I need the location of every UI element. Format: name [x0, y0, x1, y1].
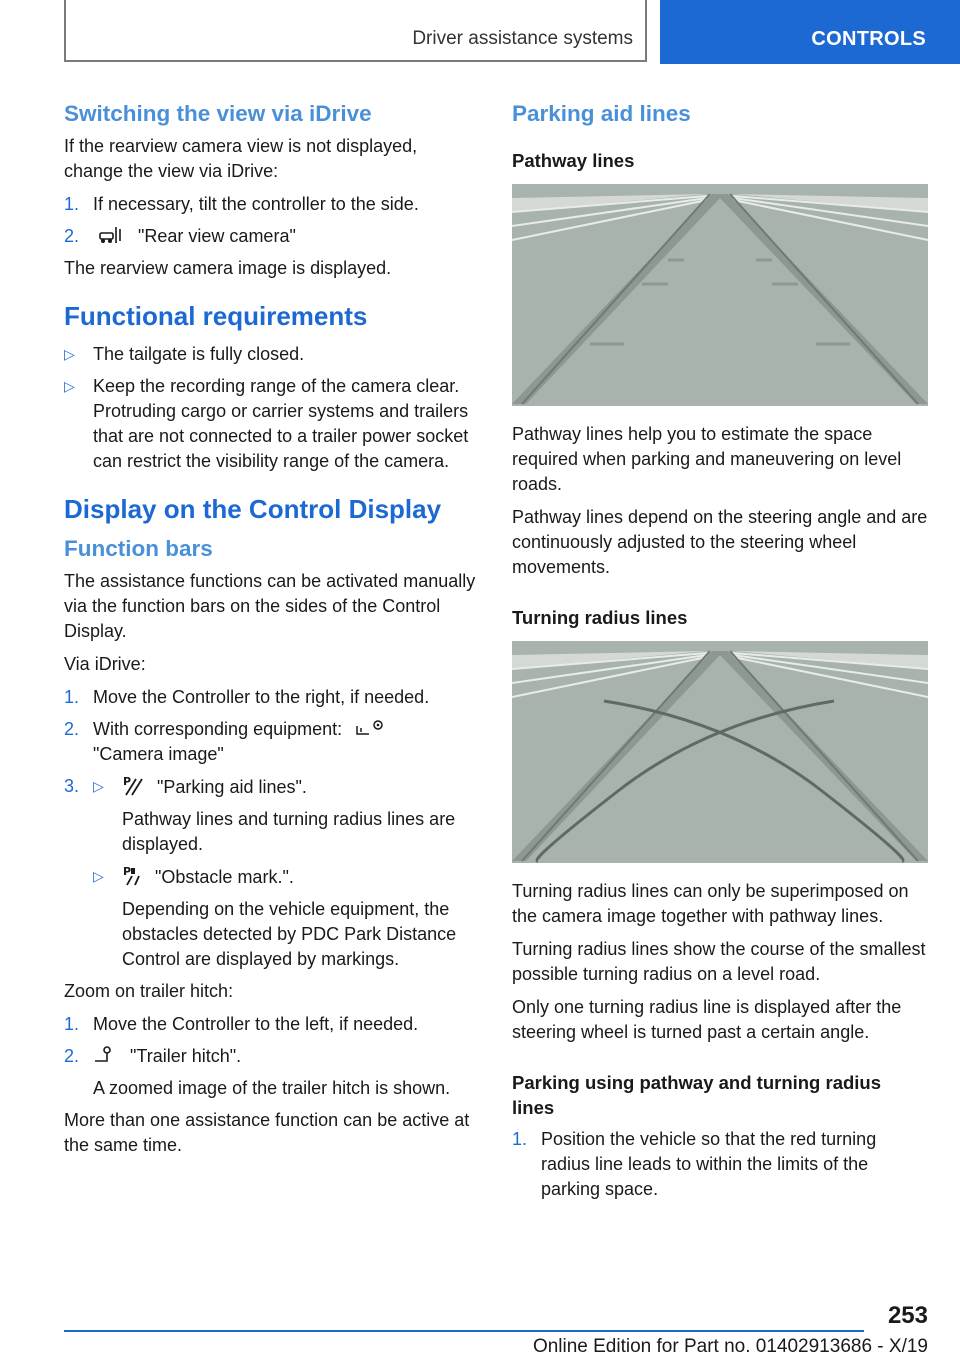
list-item: ▷ P "Parking aid lines". Pathway lines and turning radius lines are displayed.	[93, 775, 456, 855]
switching-intro: If the rearview camera view is not displayed, change the view via iDrive:	[64, 136, 418, 181]
list-item: ▷ The tailgate is fully closed.	[64, 342, 480, 367]
list-item: 2. "Rear view camera"	[64, 226, 296, 246]
pathway-p1: Pathway lines help you to estimate the space required when parking and maneuvering on level roads.	[512, 423, 902, 494]
heading-control-display: Display on the Control Display	[64, 494, 442, 525]
list-item: 1. Position the vehicle so that the red turning radius line leads to within the limits of the parking space.	[512, 1128, 877, 1199]
heading-switching-view: Switching the view via iDrive	[64, 101, 372, 126]
header-chapter-tab[interactable]	[660, 0, 960, 64]
switching-steps	[64, 192, 480, 249]
turning-radius-lines-figure	[512, 641, 928, 863]
trailer-hitch-icon	[93, 1045, 117, 1065]
pathway-p2: Pathway lines depend on the steering angle and are continuously adjusted to the steering wheel movements.	[512, 506, 928, 577]
functional-requirements-list	[64, 342, 480, 474]
footer-edition: Online Edition for Part no. 01402913686 - X/19	[532, 1336, 928, 1357]
list-item: 2. "Trailer hitch". A zoomed image of the trailer hitch is shown.	[64, 1046, 451, 1099]
list-item: 3. ▷ P "Parking aid lines". Pathway lines and turning radius lines are displayed. ▷ P "Obstacle mark.". Depending on the vehicle equipment, the obstacles detected by PDC Park Distance Control are displayed by markings.	[64, 774, 480, 972]
heading-turning-radius-lines: Turning radius lines	[512, 606, 688, 628]
function-bars-steps	[64, 685, 480, 972]
switching-result: The rearview camera image is displayed.	[64, 258, 392, 278]
page-header	[0, 0, 960, 66]
svg-text:P: P	[123, 865, 132, 879]
via-idrive-label: Via iDrive:	[64, 654, 146, 675]
zoom-steps	[64, 1012, 480, 1101]
list-item: 1. If necessary, tilt the controller to the side.	[64, 194, 419, 214]
footer-divider	[64, 1330, 864, 1332]
list-item: ▷ Keep the recording range of the camera clear. Protruding cargo or carrier systems and trailers that are not connected to a trailer power socket can restrict the visibility range of the camera.	[64, 376, 469, 472]
heading-function-bars: Function bars	[64, 536, 213, 562]
right-column	[512, 100, 928, 1209]
rear-view-camera-icon	[99, 225, 125, 245]
triangle-bullet-icon: ▷	[93, 868, 104, 885]
heading-parking-aid-lines: Parking aid lines	[512, 101, 691, 126]
triangle-bullet-icon: ▷	[64, 378, 75, 395]
camera-settings-icon	[353, 718, 387, 738]
list-item: 2. With corresponding equipment: "Camera image"	[64, 717, 480, 767]
page-number: 253	[887, 1302, 928, 1329]
parking-aid-lines-icon	[122, 774, 144, 796]
list-item: ▷ P "Obstacle mark.". Depending on the vehicle equipment, the obstacles detected by PDC Park Distance Control are displayed by markings.	[93, 865, 457, 970]
heading-pathway-lines: Pathway lines	[512, 150, 635, 171]
turning-p3: Only one turning radius line is displayed after the steering wheel is turned past a certain angle.	[512, 996, 902, 1042]
left-column	[64, 100, 480, 1166]
function-bars-intro: The assistance functions can be activated manually via the function bars on the sides of the Control Display.	[64, 571, 476, 642]
list-item: 1. Move the Controller to the left, if needed.	[64, 1014, 419, 1035]
list-item: 1. Move the Controller to the right, if needed.	[64, 687, 430, 708]
triangle-bullet-icon: ▷	[64, 346, 75, 363]
function-bars-outro: More than one assistance function can be active at the same time.	[64, 1110, 470, 1156]
heading-parking-using-lines: Parking using pathway and turning radius lines	[512, 1071, 882, 1118]
header-section-box	[64, 0, 647, 62]
turning-p2: Turning radius lines show the course of the smallest possible turning radius on a level road.	[512, 938, 926, 984]
heading-functional-requirements: Functional requirements	[64, 301, 368, 331]
triangle-bullet-icon: ▷	[93, 778, 104, 795]
obstacle-marking-icon	[122, 864, 142, 886]
zoom-label: Zoom on trailer hitch:	[64, 981, 234, 1002]
svg-text:P: P	[123, 775, 132, 789]
parking-steps	[512, 1127, 928, 1202]
header-chapter-title: CONTROLS	[811, 28, 926, 50]
turning-p1: Turning radius lines can only be superimposed on the camera image together with pathway lines.	[512, 880, 909, 926]
pathway-lines-figure	[512, 184, 928, 406]
header-section-title: Driver assistance systems	[412, 28, 633, 49]
